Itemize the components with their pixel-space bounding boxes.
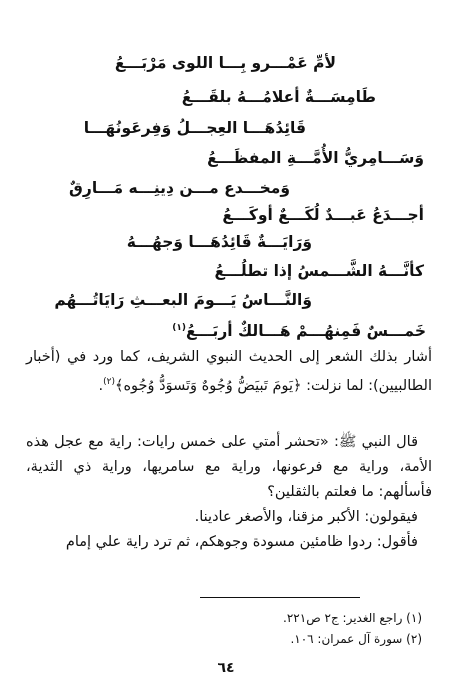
poem-line — [172, 318, 426, 341]
footnote-mark: (٢) — [103, 377, 115, 387]
paragraph: أشار بذلك الشعر إلى الحديث النبوي الشريف، كما ورد في (أخبار الطالبيين): لما نزلت: ﴿يَومَ تَبيَضُّ وُجُوهٌ وَتَسوَدُّ وُجُوه﴾$^{(٢)}$. — [26, 349, 432, 394]
poem-line: أجـــدَعُ عَبـــدٌ لُكَـــعٌ أوكَـــعُ — [222, 206, 424, 224]
poem-line: طَامِسَـــةٌ أعلامُـــهُ بلقَـــعُ — [181, 88, 376, 106]
body-text — [26, 345, 432, 399]
footnote-mark: (١) — [172, 323, 187, 333]
salutation-glyph: ﷺ — [338, 434, 357, 450]
footnote: (٢) سورة آل عمران: ١٠٦. — [290, 632, 422, 646]
poem-line: لأمِّ عَمْـــرو بِـــا اللوى مَرْبَـــعُ — [114, 54, 336, 72]
poem-line: كأنَّـــهُ الشَّـــمسُ إذا تطلُـــعُ — [214, 262, 424, 280]
body-text — [26, 430, 432, 555]
poem-line: وَالنَّـــاسُ يَـــومَ البعـــثِ رَايَاتُـــهُم — [54, 291, 312, 309]
poem-line-text: خَمـــسٌ فَمِنهُـــمْ هَـــالكٌ أربَـــعُ — [186, 322, 426, 341]
poem-line: قَائِدُهَـــا العِجـــلُ وَفِرعَونُهَـــا — [83, 119, 306, 137]
paragraph: فأقول: ردوا ظامئين مسودة وجوهكم، ثم ترد راية علي إمام — [65, 534, 418, 550]
page-number: ٦٤ — [217, 660, 235, 676]
footnote-divider — [200, 597, 360, 598]
paragraph: فيقولون: الأكبر مزقنا، والأصغر عادينا. — [194, 509, 418, 525]
poem-line: وَمخـــدع مـــن دِينِـــه مَـــارِقٌ — [69, 179, 290, 197]
footnote: (١) راجع الغدير: ج٢ ص٢٢١. — [283, 611, 422, 625]
poem-line: وَسَـــامِريُّ الأُمَّـــةِ المفظَـــعُ — [207, 149, 424, 167]
poem-line: وَرَايَـــةٌ قَائِدُهَـــا وَجهُـــهُ — [126, 233, 312, 251]
paragraph: قال النبي ﷺ: «تحشر أمتي على خمس رايات: راية مع عجل هذه الأمة، وراية مع فرعونها، وراية مع سامريها، وراية ذي الثدية، فأسألهم: ما فعلتم بالثقلين؟ — [26, 434, 432, 500]
